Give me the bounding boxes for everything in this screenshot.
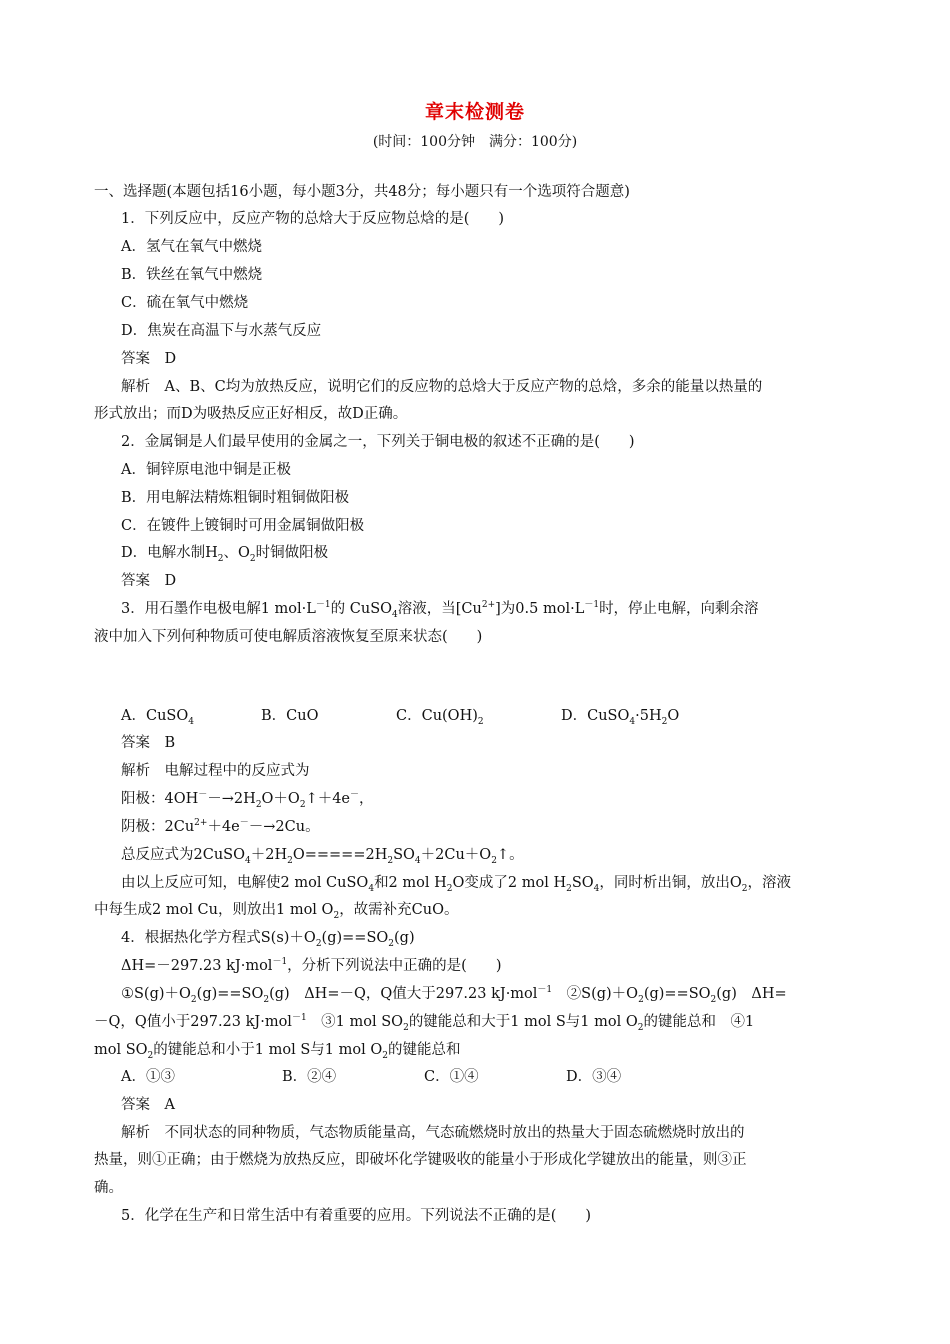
q1-option-a: A．氢气在氧气中燃烧	[121, 239, 262, 255]
q1-stem: 1．下列反应中，反应产物的总焓大于反应物总焓的是( )	[121, 211, 505, 227]
q3-answer: 答案 B	[121, 735, 176, 751]
q4-option-d: D．③④	[566, 1069, 622, 1085]
q4-stem-line2: ΔH=－297.23 kJ·mol$^{-1}$，分析下列说法中正确的是( )	[121, 957, 502, 974]
q4-analysis-line1: 解析 不同状态的同种物质，气态物质能量高，气态硫燃烧时放出的热量大于固态硫燃烧时放出的	[121, 1125, 745, 1141]
q4-statements-line3: mol $SO_2$的键能总和小于1 mol S与1 mol $O_2$的键能总和	[94, 1042, 461, 1061]
section-heading: 一、选择题(本题包括16小题，每小题3分，共48分；每小题只有一个选项符合题意)	[94, 184, 630, 200]
q3-option-a: A．CuSO$_4$	[121, 708, 194, 727]
q1-option-b: B．铁丝在氧气中燃烧	[121, 267, 263, 283]
q3-cathode: 阴极：$2Cu^{2+}+4e^--\to 2Cu$。	[121, 818, 320, 835]
q4-stem-line1: 4．根据热化学方程式$S(s)+O_2(g)==SO_2(g)$	[121, 930, 415, 949]
q4-answer: 答案 A	[121, 1097, 175, 1113]
q2-option-d: D．电解水制$H_2$、$O_2$时铜做阳极	[121, 545, 329, 564]
q1-analysis-line2: 形式放出；而D为吸热反应正好相反，故D正确。	[94, 406, 408, 422]
q3-stem-line1: 3．用石墨作电极电解1 $mol\cdot L^{-1}$的 CuSO$_4$溶液，当$[Cu^{2+}]$为0.5 $mol\cdot L^{-1}$时，停止电解，向剩余溶	[121, 600, 759, 620]
q4-statements-line1: $①S(g)+O_2(g)==SO_2(g)$ ΔH=－Q，Q值大于297.23 kJ·mol$^{-1}$ $②S(g)+O_2(g)==SO_2(g)$ ΔH=	[121, 985, 787, 1005]
page-title: 章末检测卷	[424, 101, 525, 123]
q4-analysis-line2: 热量，则①正确；由于燃烧为放热反应，即破坏化学键吸收的能量小于形成化学键放出的能量，则③正	[94, 1152, 747, 1168]
q3-total-reaction: 总反应式为$2CuSO_4+2H_2O=====2H_2SO_4+2Cu+O_2↑$。	[121, 847, 524, 866]
q4-option-c: C．①④	[424, 1069, 479, 1085]
q5-stem: 5．化学在生产和日常生活中有着重要的应用。下列说法不正确的是( )	[121, 1208, 592, 1224]
q3-option-c: C．$Cu(OH)_2$	[396, 708, 484, 727]
q2-option-c: C．在镀件上镀铜时可用金属铜做阳极	[121, 518, 365, 534]
q4-option-b: B．②④	[282, 1069, 337, 1085]
q2-answer: 答案 D	[121, 573, 177, 589]
q2-stem: 2．金属铜是人们最早使用的金属之一，下列关于铜电极的叙述不正确的是( )	[121, 434, 635, 450]
q1-answer: 答案 D	[121, 351, 177, 367]
q1-analysis-line1: 解析 A、B、C均为放热反应，说明它们的反应物的总焓大于反应产物的总焓，多余的能量以热量的	[121, 379, 763, 395]
q4-analysis-line3: 确。	[94, 1180, 123, 1196]
q3-anode: 阳极：$4OH^--\to 2H_2O+O_2↑+4e^-$，	[121, 790, 374, 810]
q3-analysis-head: 解析 电解过程中的反应式为	[121, 763, 310, 779]
q2-option-a: A．铜锌原电池中铜是正极	[121, 462, 291, 478]
q4-statements-line2: －Q，Q值小于297.23 kJ·mol$^{-1}$ ③1 mol $SO_2$的键能总和大于1 mol S与1 mol $O_2$的键能总和 ④1	[94, 1013, 755, 1033]
q3-tail-line2: 中每生成2 mol Cu，则放出1 mol $O_2$，故需补充CuO。	[94, 902, 459, 921]
q3-tail-line1: 由以上反应可知，电解使2 mol CuSO$_4$和2 mol $H_2O$变成了2 mol $H_2SO_4$，同时析出铜，放出$O_2$，溶液	[121, 875, 792, 894]
q1-option-d: D．焦炭在高温下与水蒸气反应	[121, 323, 322, 339]
q3-option-b: B．CuO	[261, 708, 319, 724]
q1-option-c: C．硫在氧气中燃烧	[121, 295, 249, 311]
page-subtitle: (时间：100分钟 满分：100分)	[372, 134, 578, 150]
q3-stem-line2: 液中加入下列何种物质可使电解质溶液恢复至原来状态( )	[94, 629, 483, 645]
q2-option-b: B．用电解法精炼粗铜时粗铜做阳极	[121, 490, 350, 506]
q3-option-d: D．$CuSO_4\cdot 5H_2O$	[561, 708, 680, 727]
q4-option-a: A．①③	[121, 1069, 175, 1085]
